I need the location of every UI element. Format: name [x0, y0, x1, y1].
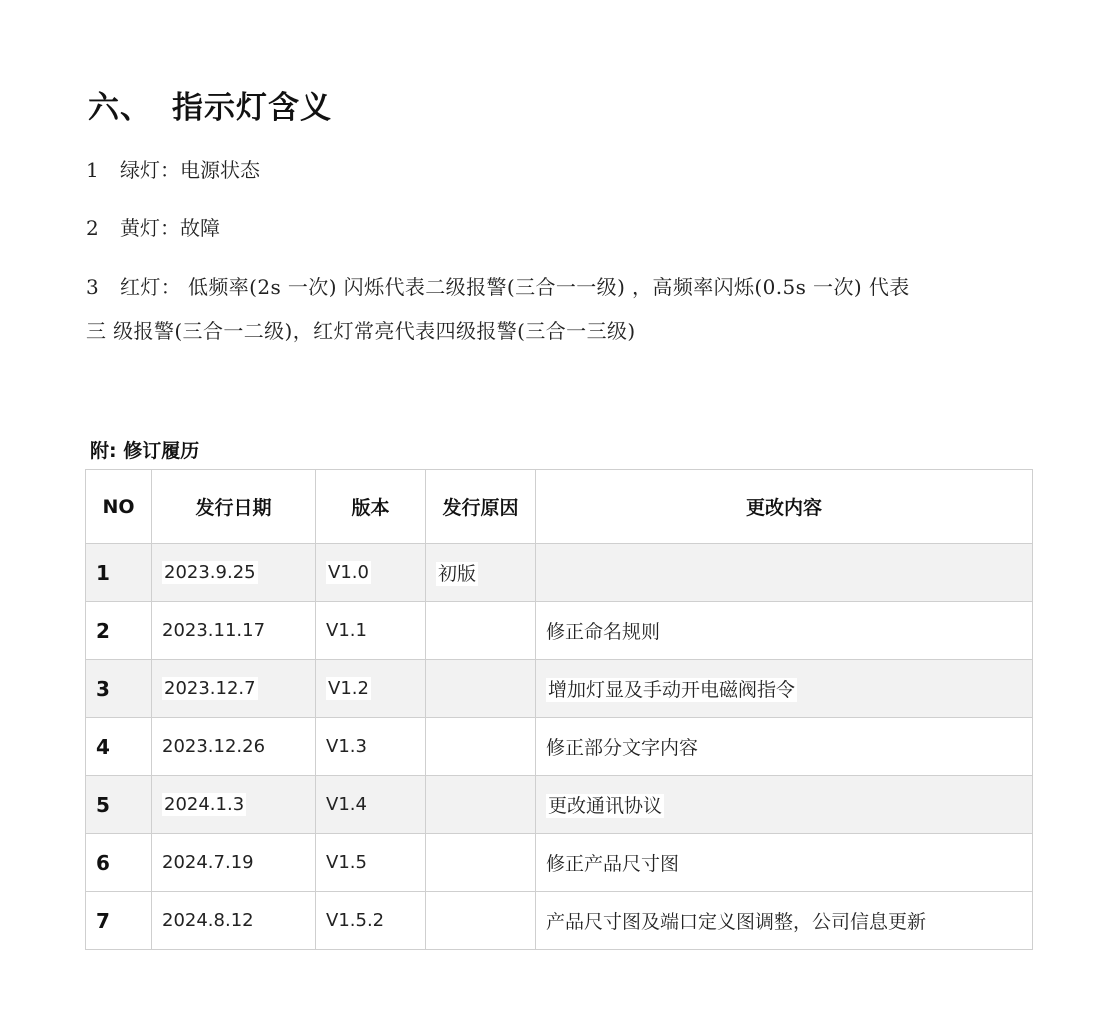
change-text: 增加灯显及手动开电磁阀指令 [548, 679, 796, 701]
indicator-text: 红灯： 低频率(2s 一次) 闪烁代表二级报警(三合一一级) ，高频率闪烁(0.5s 一次) 代表 [120, 275, 910, 299]
indicator-text: 黄灯：故障 [120, 216, 220, 240]
cell-version [316, 660, 426, 718]
cell-date: 2024.8.12 [152, 892, 316, 950]
indicator-green-line [86, 154, 260, 183]
cell-date [152, 776, 316, 834]
header-no: NO [86, 470, 152, 544]
cell-no: 5 [86, 776, 152, 834]
indicator-index: 3 [86, 275, 100, 299]
indicator-index: 2 [86, 216, 99, 240]
indicator-yellow-line [86, 212, 220, 241]
header-reason: 发行原因 [426, 470, 536, 544]
cell-no: 1 [86, 544, 152, 602]
version-text: V1.2 [328, 678, 369, 699]
cell-reason [426, 718, 536, 776]
appendix-title: 附: 修订履历 [90, 440, 200, 462]
cell-no: 6 [86, 834, 152, 892]
cell-version [316, 544, 426, 602]
table-row [86, 660, 1033, 718]
table-row [86, 776, 1033, 834]
cell-version: V1.3 [316, 718, 426, 776]
date-text: 2023.12.7 [164, 678, 256, 699]
cell-change: 修正命名规则 [536, 602, 1033, 660]
cell-reason [426, 892, 536, 950]
section-heading [88, 82, 332, 127]
indicator-index: 1 [86, 158, 99, 182]
cell-date: 2024.7.19 [152, 834, 316, 892]
header-date: 发行日期 [152, 470, 316, 544]
cell-change: 修正产品尺寸图 [536, 834, 1033, 892]
cell-reason [426, 602, 536, 660]
cell-version: V1.5.2 [316, 892, 426, 950]
header-version: 版本 [316, 470, 426, 544]
cell-no: 7 [86, 892, 152, 950]
section-title: 指示灯含义 [172, 90, 332, 126]
cell-version: V1.4 [316, 776, 426, 834]
cell-date [152, 660, 316, 718]
cell-no: 3 [86, 660, 152, 718]
cell-date: 2023.12.26 [152, 718, 316, 776]
version-text: V1.0 [328, 562, 369, 583]
cell-reason [426, 776, 536, 834]
table-row [86, 892, 1033, 950]
indicator-red-continuation: 三 级报警(三合一二级)，红灯常亮代表四级报警(三合一三级) [86, 319, 636, 343]
date-text: 2023.9.25 [164, 562, 256, 583]
cell-version: V1.5 [316, 834, 426, 892]
cell-change [536, 660, 1033, 718]
table-row [86, 602, 1033, 660]
cell-reason [426, 660, 536, 718]
table-row [86, 834, 1033, 892]
indicator-text: 绿灯：电源状态 [120, 158, 260, 182]
revision-history-table [85, 469, 1033, 950]
cell-change: 产品尺寸图及端口定义图调整，公司信息更新 [536, 892, 1033, 950]
indicator-red-line [86, 271, 910, 300]
change-text: 更改通讯协议 [548, 795, 663, 817]
cell-date: 2023.11.17 [152, 602, 316, 660]
cell-change: 修正部分文字内容 [536, 718, 1033, 776]
cell-date [152, 544, 316, 602]
cell-reason [426, 544, 536, 602]
table-header-row [86, 470, 1033, 544]
cell-change [536, 776, 1033, 834]
cell-version: V1.1 [316, 602, 426, 660]
reason-text: 初版 [438, 563, 477, 585]
cell-change [536, 544, 1033, 602]
section-number: 六、 [88, 90, 152, 126]
header-change: 更改内容 [536, 470, 1033, 544]
cell-no: 2 [86, 602, 152, 660]
table-row [86, 544, 1033, 602]
cell-reason [426, 834, 536, 892]
table-row [86, 718, 1033, 776]
date-text: 2024.1.3 [164, 794, 245, 815]
cell-no: 4 [86, 718, 152, 776]
